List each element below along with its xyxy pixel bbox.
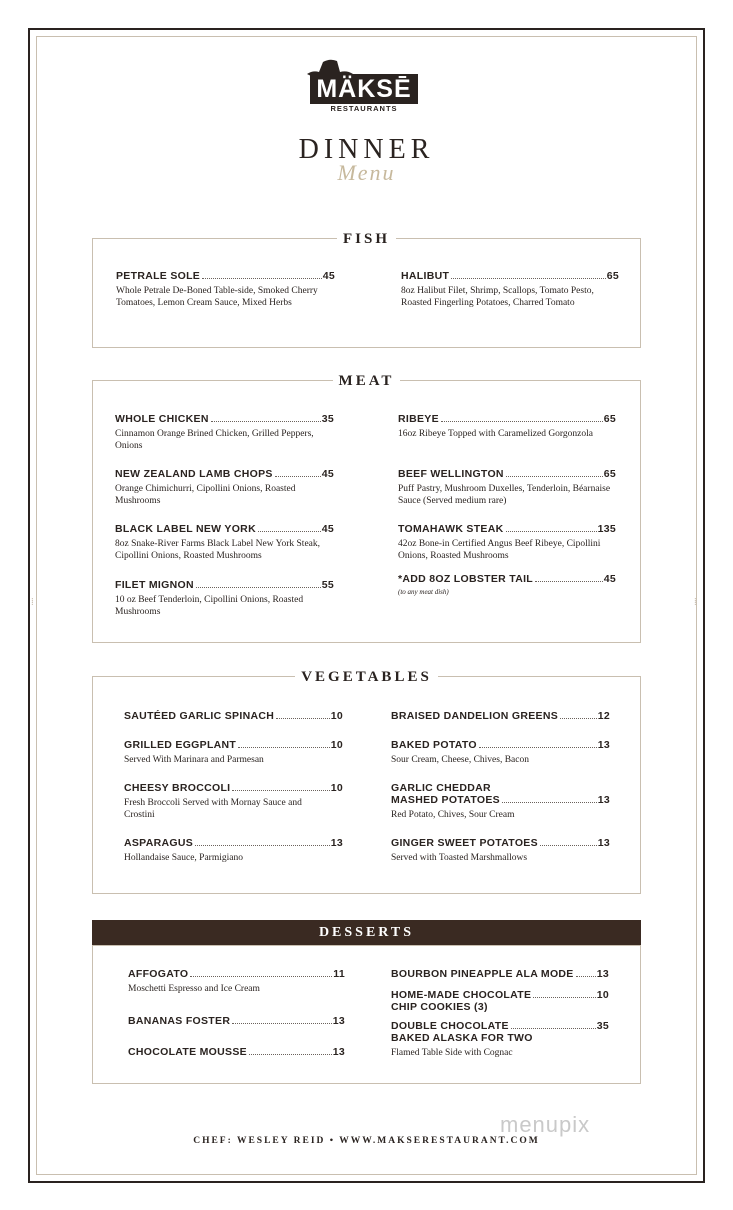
menu-item [115,579,334,618]
item-price: 10 [330,739,343,751]
item-price: 13 [330,837,343,849]
watermark: menupix [500,1112,591,1137]
item-desc: Fresh Broccoli Served with Mornay Sauce and Crostini [124,798,302,820]
menu-item [128,1015,345,1027]
menu-item [128,1046,345,1058]
item-name: AFFOGATO [128,968,189,980]
item-price: 13 [597,837,610,849]
item-price: 13 [597,794,610,806]
item-desc: Flamed Table Side with Cognac [391,1048,513,1058]
brand-name: MÄKSĒ [310,74,418,104]
menu-item [391,989,609,1013]
item-name: MASHED POTATOES [391,794,500,806]
item-name: CHOCOLATE MOUSSE [128,1046,247,1058]
item-desc: 8oz Halibut Filet, Shrimp, Scallops, Tomato Pesto, Roasted Fingerling Potatoes, Charred Tomato [401,286,594,308]
desserts-title: DESSERTS [92,920,641,945]
item-price: 65 [603,468,616,480]
item-price: 45 [603,573,616,585]
item-name: PETRALE SOLE [116,270,201,282]
item-name-line2: BAKED ALASKA FOR TWO [391,1032,533,1044]
right-ornament-icon: ⁞ [694,597,697,608]
item-name: BEEF WELLINGTON [398,468,504,480]
item-name: HALIBUT [401,270,450,282]
brand-logo [300,58,420,122]
item-price: 45 [321,468,334,480]
item-price: 35 [596,1020,609,1032]
item-desc: Red Potato, Chives, Sour Cream [391,810,515,820]
item-note: (to any meat dish) [398,588,449,596]
menu-item [398,468,616,507]
item-name: BOURBON PINEAPPLE ALA MODE [391,968,574,980]
menu-item [124,782,343,821]
item-desc: 10 oz Beef Tenderloin, Cipollini Onions, Roasted Mushrooms [115,595,304,617]
item-name: BANANAS FOSTER [128,1015,231,1027]
item-desc: Sour Cream, Cheese, Chives, Bacon [391,755,529,765]
menu-item [391,739,610,766]
item-price: 13 [332,1015,345,1027]
item-price: 35 [321,413,334,425]
item-price: 135 [597,523,616,535]
menu-item [391,782,610,821]
item-desc: Hollandaise Sauce, Parmigiano [124,853,243,863]
page-subtitle: Menu [337,160,396,185]
menu-item [398,523,616,562]
item-price: 13 [332,1046,345,1058]
item-price: 55 [321,579,334,591]
item-desc: 16oz Ribeye Topped with Caramelized Gorgonzola [398,429,594,439]
item-name: CHEESY BROCCOLI [124,782,231,794]
brand-tagline: RESTAURANTS [330,104,398,113]
item-desc: 42oz Bone-in Certified Angus Beef Ribeye, Cipollini Onions, Roasted Mushrooms [398,539,601,561]
item-name: DOUBLE CHOCOLATE [391,1020,509,1032]
page-title: DINNER [298,134,435,165]
menu-item [391,837,610,864]
item-name: ASPARAGUS [124,837,194,849]
item-desc: Moschetti Espresso and Ice Cream [128,984,260,994]
meat-title: MEAT [333,373,401,389]
menu-item [115,413,334,452]
item-name: WHOLE CHICKEN [115,413,209,425]
item-name: FILET MIGNON [115,579,194,591]
item-desc: Cinnamon Orange Brined Chicken, Grilled Peppers, Onions [115,429,314,451]
vegetables-title: VEGETABLES [295,669,438,685]
item-desc: Orange Chimichurri, Cipollini Onions, Roasted Mushrooms [115,484,296,506]
fish-title: FISH [337,231,396,247]
item-name: BAKED POTATO [391,739,477,751]
menu-item [116,270,335,309]
item-price: 12 [597,710,610,722]
menu-item [398,573,616,596]
item-price: 45 [322,270,335,282]
menu-item [115,523,334,562]
item-price: 65 [606,270,619,282]
menu-item [401,270,619,309]
item-desc: Puff Pastry, Mushroom Duxelles, Tenderloin, Béarnaise Sauce (Served medium rare) [398,484,611,506]
item-name: GRILLED EGGPLANT [124,739,237,751]
item-price: 10 [330,782,343,794]
item-price: 65 [603,413,616,425]
left-ornament-icon: ⁞ [31,597,34,608]
item-name: SAUTÉED GARLIC SPINACH [124,710,275,722]
item-desc: Served with Toasted Marshmallows [391,853,528,863]
menu-item [124,710,343,722]
menu-item [115,468,334,507]
menu-item [391,710,610,722]
item-name: BRAISED DANDELION GREENS [391,710,559,722]
item-desc: Whole Petrale De-Boned Table-side, Smoked Cherry Tomatoes, Lemon Cream Sauce, Mixed Herbs [116,286,318,308]
footer-text: CHEF: WESLEY REID • WWW.MAKSERESTAURANT.COM [193,1136,540,1146]
menu-item [128,968,345,995]
menu-item [124,739,343,766]
item-price: 13 [596,968,609,980]
item-name: HOME-MADE CHOCOLATE [391,989,532,1001]
item-name: GINGER SWEET POTATOES [391,837,538,849]
menu-item [391,968,609,980]
item-price: 10 [330,710,343,722]
item-name: BLACK LABEL NEW YORK [115,523,256,535]
item-desc: 8oz Snake-River Farms Black Label New York Steak, Cipollini Onions, Roasted Mushrooms [115,539,321,561]
item-name-line1: GARLIC CHEDDAR [391,782,491,794]
item-name: *ADD 8OZ LOBSTER TAIL [398,573,534,585]
item-name: TOMAHAWK STEAK [398,523,504,535]
item-name: NEW ZEALAND LAMB CHOPS [115,468,273,480]
menu-item [391,1020,609,1059]
item-name: RIBEYE [398,413,439,425]
item-name-line2: CHIP COOKIES (3) [391,1001,488,1013]
item-price: 11 [333,968,345,980]
item-desc: Served With Marinara and Parmesan [124,755,264,765]
menu-item [124,837,343,864]
item-price: 45 [321,523,334,535]
item-price: 10 [596,989,609,1001]
item-price: 13 [597,739,610,751]
menu-item [398,413,616,440]
